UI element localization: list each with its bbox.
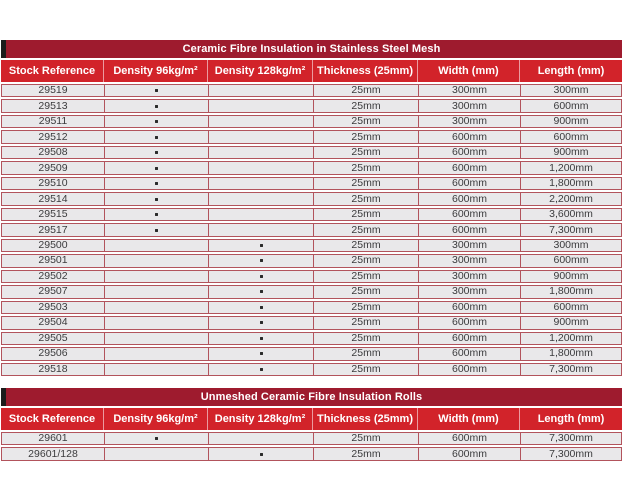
cell-density-96 [105,162,209,173]
table-row [1,347,622,360]
cell-density-96 [105,85,209,96]
cell-length: 900mm [553,146,589,159]
cell-stock-reference: 29508 [2,147,105,158]
cell-density-128 [209,100,314,111]
cell-density-128 [209,162,314,173]
cell-length: 300mm [553,84,589,97]
table-row [1,270,622,283]
table-title: Unmeshed Ceramic Fibre Insulation Rolls [200,391,423,403]
cell-stock-reference: 29517 [2,224,105,235]
density-dot-icon [260,337,263,340]
cell-thickness: 25mm [314,162,419,173]
table-row [1,432,622,445]
cell-length: 1,200mm [549,331,593,344]
cell-density-96 [105,224,209,235]
col-header-stock-reference: Stock Reference [1,60,104,82]
col-header-density-96: Density 96kg/m² [104,60,208,82]
table-row [1,192,622,205]
cell-width: 600mm [419,333,521,344]
cell-stock-reference: 29507 [2,286,105,297]
page-edge-strip [1,40,6,58]
cell-stock-reference: 29519 [2,85,105,96]
density-dot-icon [155,437,158,440]
col-header-width: Width (mm) [418,408,520,430]
cell-thickness: 25mm [314,286,419,297]
cell-width: 600mm [419,448,521,459]
cell-density-128 [209,147,314,158]
cell-thickness: 25mm [314,193,419,204]
cell-thickness: 25mm [314,131,419,142]
cell-thickness: 25mm [314,364,419,375]
cell-density-96 [105,178,209,189]
cell-density-96 [105,100,209,111]
density-dot-icon [155,136,158,139]
col-header-length: Length (mm) [537,413,605,425]
table-header-row [1,408,622,430]
cell-thickness: 25mm [314,448,419,459]
cell-length: 7,300mm [549,362,593,375]
table-row [1,146,622,159]
cell-density-96 [105,193,209,204]
cell-length: 1,200mm [549,161,593,174]
density-dot-icon [155,105,158,108]
cell-stock-reference: 29509 [2,162,105,173]
density-dot-icon [155,213,158,216]
cell-stock-reference: 29505 [2,333,105,344]
col-header-thickness: Thickness (25mm) [313,60,418,82]
cell-length: 600mm [553,130,589,143]
col-header-density-96: Density 96kg/m² [104,408,208,430]
cell-width: 300mm [419,286,521,297]
density-dot-icon [155,229,158,232]
cell-thickness: 25mm [314,209,419,220]
density-dot-icon [260,244,263,247]
col-header-density-128: Density 128kg/m² [208,60,313,82]
table-row [1,254,622,267]
cell-density-128 [209,448,314,459]
cell-density-128 [209,364,314,375]
table-header-row [1,60,622,82]
cell-length: 600mm [553,254,589,267]
cell-density-96 [105,433,209,444]
col-header-thickness: Thickness (25mm) [313,408,418,430]
cell-thickness: 25mm [314,255,419,266]
cell-thickness: 25mm [314,85,419,96]
cell-width: 300mm [419,85,521,96]
meshed-insulation-table [1,40,622,376]
cell-length: 600mm [553,99,589,112]
table-row [1,223,622,236]
cell-width: 300mm [419,100,521,111]
cell-density-128 [209,85,314,96]
cell-density-128 [209,116,314,127]
density-dot-icon [155,120,158,123]
cell-thickness: 25mm [314,178,419,189]
cell-density-96 [105,348,209,359]
table-title-bar [1,40,622,58]
density-dot-icon [155,167,158,170]
cell-density-96 [105,147,209,158]
cell-length: 2,200mm [549,192,593,205]
cell-thickness: 25mm [314,116,419,127]
cell-density-128 [209,271,314,282]
cell-length: 7,300mm [549,223,593,236]
cell-thickness: 25mm [314,348,419,359]
cell-stock-reference: 29510 [2,178,105,189]
density-dot-icon [155,182,158,185]
cell-thickness: 25mm [314,271,419,282]
col-header-length: Length (mm) [537,65,605,77]
cell-width: 600mm [419,209,521,220]
cell-stock-reference: 29511 [2,116,105,127]
cell-stock-reference: 29601 [2,433,105,444]
cell-density-128 [209,286,314,297]
cell-thickness: 25mm [314,240,419,251]
unmeshed-rolls-table [1,388,622,461]
table-row [1,161,622,174]
density-dot-icon [260,306,263,309]
table-row [1,316,622,329]
density-dot-icon [260,321,263,324]
cell-stock-reference: 29518 [2,364,105,375]
cell-width: 600mm [419,348,521,359]
cell-density-96 [105,240,209,251]
cell-width: 600mm [419,433,521,444]
table-body [1,432,622,461]
page-edge-strip [1,388,6,406]
table-title: Ceramic Fibre Insulation in Stainless Steel Mesh [182,43,441,55]
cell-width: 300mm [419,240,521,251]
table-row [1,99,622,112]
cell-stock-reference: 29515 [2,209,105,220]
cell-thickness: 25mm [314,333,419,344]
cell-width: 300mm [419,271,521,282]
table-row [1,285,622,298]
cell-density-128 [209,209,314,220]
cell-stock-reference: 29500 [2,240,105,251]
cell-stock-reference: 29501 [2,255,105,266]
table-row [1,115,622,128]
cell-thickness: 25mm [314,147,419,158]
table-row [1,130,622,143]
cell-length: 900mm [553,115,589,128]
cell-width: 600mm [419,224,521,235]
col-header-width: Width (mm) [418,60,520,82]
cell-density-96 [105,209,209,220]
cell-width: 600mm [419,131,521,142]
cell-density-128 [209,333,314,344]
cell-density-96 [105,286,209,297]
cell-density-128 [209,131,314,142]
cell-length: 3,600mm [549,208,593,221]
cell-density-96 [105,364,209,375]
cell-stock-reference: 29601/128 [2,448,105,459]
cell-density-96 [105,116,209,127]
cell-length: 1,800mm [549,347,593,360]
cell-thickness: 25mm [314,224,419,235]
cell-stock-reference: 29502 [2,271,105,282]
density-dot-icon [260,352,263,355]
cell-width: 600mm [419,178,521,189]
cell-density-128 [209,255,314,266]
table-row [1,177,622,190]
cell-length: 300mm [553,238,589,251]
cell-length: 7,300mm [549,447,593,460]
cell-density-128 [209,317,314,328]
cell-density-96 [105,255,209,266]
cell-width: 600mm [419,317,521,328]
cell-density-128 [209,224,314,235]
density-dot-icon [260,368,263,371]
cell-width: 300mm [419,255,521,266]
cell-stock-reference: 29513 [2,100,105,111]
cell-stock-reference: 29504 [2,317,105,328]
cell-density-96 [105,448,209,459]
cell-density-128 [209,193,314,204]
cell-stock-reference: 29512 [2,131,105,142]
cell-length: 900mm [553,316,589,329]
cell-width: 600mm [419,364,521,375]
table-row [1,84,622,97]
cell-density-96 [105,271,209,282]
density-dot-icon [260,259,263,262]
table-title-bar [1,388,622,406]
table-row [1,208,622,221]
cell-width: 300mm [419,116,521,127]
cell-width: 600mm [419,302,521,313]
cell-density-128 [209,302,314,313]
cell-length: 7,300mm [549,432,593,445]
cell-stock-reference: 29503 [2,302,105,313]
col-header-density-128: Density 128kg/m² [208,408,313,430]
table-row [1,239,622,252]
cell-length: 1,800mm [549,177,593,190]
cell-density-128 [209,178,314,189]
cell-density-96 [105,317,209,328]
table-row [1,332,622,345]
density-dot-icon [155,151,158,154]
cell-density-96 [105,131,209,142]
cell-density-96 [105,333,209,344]
cell-stock-reference: 29514 [2,193,105,204]
cell-thickness: 25mm [314,317,419,328]
cell-density-96 [105,302,209,313]
cell-thickness: 25mm [314,302,419,313]
cell-length: 900mm [553,269,589,282]
density-dot-icon [155,89,158,92]
density-dot-icon [260,453,263,456]
cell-density-128 [209,240,314,251]
cell-width: 600mm [419,147,521,158]
col-header-stock-reference: Stock Reference [1,408,104,430]
density-dot-icon [260,275,263,278]
cell-stock-reference: 29506 [2,348,105,359]
density-dot-icon [260,290,263,293]
table-row [1,363,622,376]
cell-length: 1,800mm [549,285,593,298]
table-row [1,447,622,460]
cell-density-128 [209,348,314,359]
table-row [1,301,622,314]
cell-density-128 [209,433,314,444]
density-dot-icon [155,198,158,201]
cell-width: 600mm [419,193,521,204]
cell-thickness: 25mm [314,433,419,444]
cell-width: 600mm [419,162,521,173]
table-body [1,84,622,376]
cell-length: 600mm [553,300,589,313]
cell-thickness: 25mm [314,100,419,111]
